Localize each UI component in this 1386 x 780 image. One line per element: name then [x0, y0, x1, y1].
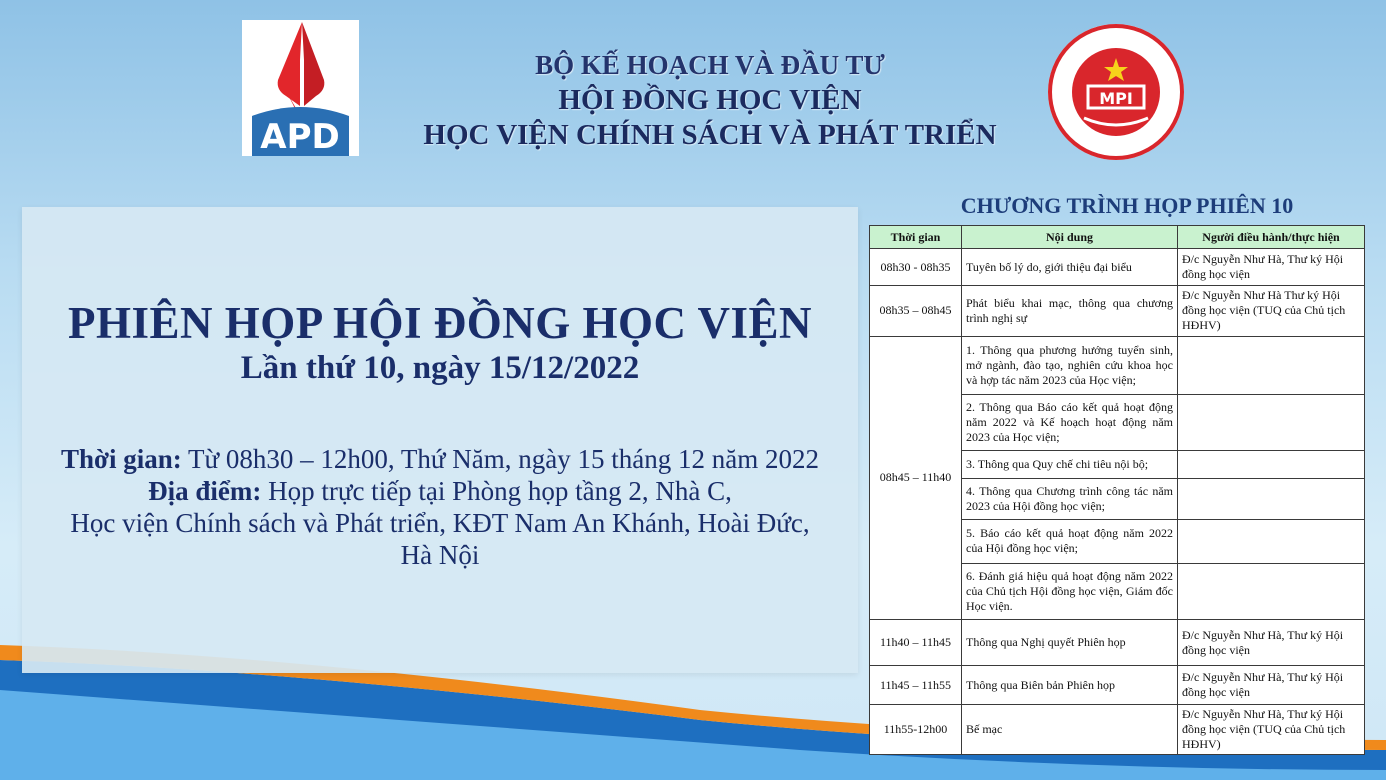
- row-content: Tuyên bố lý do, giới thiệu đại biểu: [962, 249, 1178, 286]
- row-person: Đ/c Nguyễn Như Hà Thư ký Hội đồng học viện (TUQ của Chủ tịch HĐHV): [1178, 286, 1365, 336]
- row-content: 6. Đánh giá hiệu quả hoạt động năm 2022 của Chủ tịch Hội đồng học viện, Giám đốc Học viện.: [962, 563, 1178, 619]
- row-person: [1178, 479, 1365, 519]
- row-content: Phát biểu khai mạc, thông qua chương trình nghị sự: [962, 286, 1178, 336]
- time-value: Từ 08h30 – 12h00, Thứ Năm, ngày 15 tháng 12 năm 2022: [181, 444, 819, 474]
- ministry-name: BỘ KẾ HOẠCH VÀ ĐẦU TƯ: [535, 50, 885, 80]
- schedule-header-row: [870, 226, 1365, 249]
- place-label: Địa điểm:: [148, 476, 262, 506]
- schedule-table: [869, 225, 1365, 755]
- row-content: Thông qua Nghị quyết Phiên họp: [962, 620, 1178, 666]
- table-row: [870, 666, 1365, 704]
- row-time: 08h35 – 08h45: [870, 286, 962, 336]
- row-person: Đ/c Nguyễn Như Hà, Thư ký Hội đồng học viện: [1178, 666, 1365, 704]
- meeting-details: [22, 443, 858, 571]
- row-person: Đ/c Nguyễn Như Hà, Thư ký Hội đồng học viện: [1178, 249, 1365, 286]
- header-time: Thời gian: [870, 226, 962, 249]
- row-person: [1178, 451, 1365, 479]
- row-person: Đ/c Nguyễn Như Hà, Thư ký Hội đồng học viện (TUQ của Chủ tịch HĐHV): [1178, 704, 1365, 754]
- table-row: [870, 286, 1365, 336]
- row-content: 2. Thông qua Báo cáo kết quả hoạt động năm 2022 và Kế hoạch hoạt động năm 2023 của Học viện;: [962, 394, 1178, 450]
- header-person: Người điều hành/thực hiện: [1178, 226, 1365, 249]
- row-time: 11h40 – 11h45: [870, 620, 962, 666]
- meeting-subtitle: Lần thứ 10, ngày 15/12/2022: [240, 350, 640, 386]
- meeting-title: PHIÊN HỌP HỘI ĐỒNG HỌC VIỆN: [67, 298, 812, 348]
- table-row: [870, 704, 1365, 754]
- row-content: 1. Thông qua phương hướng tuyển sinh, mở ngành, đào tạo, nghiên cứu khoa học và hợp tác năm 2023 của Học viện;: [962, 336, 1178, 394]
- council-name: HỘI ĐỒNG HỌC VIỆN: [558, 84, 862, 116]
- place-line-2: Học viện Chính sách và Phát triển, KĐT Nam An Khánh, Hoài Đức,: [70, 508, 810, 538]
- academy-name: HỌC VIỆN CHÍNH SÁCH VÀ PHÁT TRIỂN: [423, 119, 997, 151]
- apd-logo-text: APD: [260, 117, 340, 156]
- row-person: [1178, 519, 1365, 563]
- row-content: Thông qua Biên bản Phiên họp: [962, 666, 1178, 704]
- row-person: [1178, 336, 1365, 394]
- place-value: Họp trực tiếp tại Phòng họp tầng 2, Nhà C,: [261, 476, 732, 506]
- time-line: [22, 443, 858, 475]
- mpi-emblem-text: MPI: [1099, 89, 1133, 108]
- row-person: Đ/c Nguyễn Như Hà, Thư ký Hội đồng học viện: [1178, 620, 1365, 666]
- row-time: 08h45 – 11h40: [870, 336, 962, 620]
- row-content: Bế mạc: [962, 704, 1178, 754]
- table-row: [870, 336, 1365, 394]
- row-time: 11h45 – 11h55: [870, 666, 962, 704]
- row-time: 11h55-12h00: [870, 704, 962, 754]
- row-person: [1178, 394, 1365, 450]
- schedule-title: CHƯƠNG TRÌNH HỌP PHIÊN 10: [960, 193, 1294, 218]
- apd-logo: [242, 20, 359, 156]
- row-person: [1178, 563, 1365, 619]
- row-content: 4. Thông qua Chương trình công tác năm 2023 của Hội đồng học viện;: [962, 479, 1178, 519]
- row-content: 3. Thông qua Quy chế chi tiêu nội bộ;: [962, 451, 1178, 479]
- table-row: [870, 249, 1365, 286]
- mpi-emblem: [1046, 22, 1186, 162]
- time-label: Thời gian:: [61, 444, 182, 474]
- row-content: 5. Báo cáo kết quả hoạt động năm 2022 của Hội đồng học viện;: [962, 519, 1178, 563]
- header-content: Nội dung: [962, 226, 1178, 249]
- place-line: [22, 475, 858, 507]
- header: [400, 48, 1020, 153]
- row-time: 08h30 - 08h35: [870, 249, 962, 286]
- meeting-info-panel: [22, 207, 858, 673]
- place-line-3: Hà Nội: [400, 540, 480, 570]
- table-row: [870, 620, 1365, 666]
